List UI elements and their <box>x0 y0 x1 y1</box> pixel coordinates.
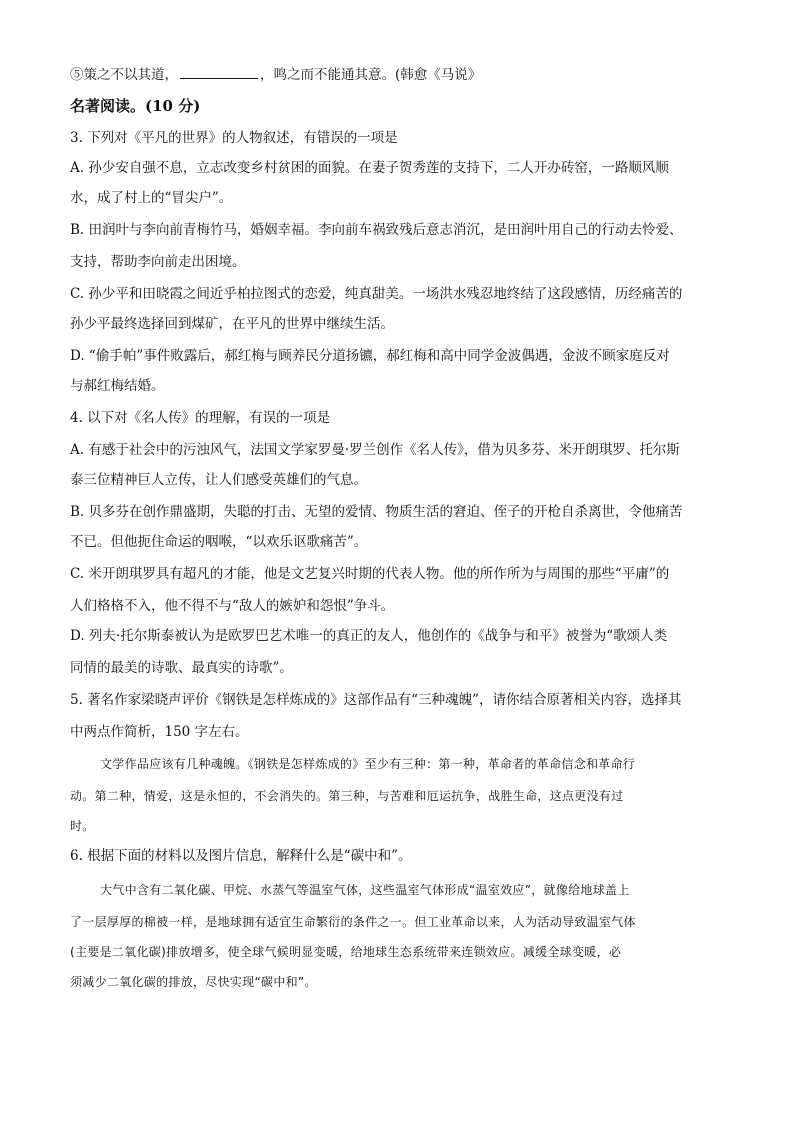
q6-stem: 6. 根据下面的材料以及图片信息，解释什么是“碳中和”。 <box>70 848 412 864</box>
q4-option-d-line1: D. 列夫·托尔斯泰被认为是欧罗巴艺术唯一的真正的友人，他创作的《战争与和平》被誉为“歌颂人类 <box>70 628 668 644</box>
fill-text-after: ，鸣之而不能通其意。(韩愈《马说》 <box>260 67 482 83</box>
q3-option-c-line2: 孙少平最终选择回到煤矿，在平凡的世界中继续生活。 <box>70 316 394 332</box>
q6-material-line4: 须减少二氧化碳的排放，尽快实现“碳中和”。 <box>70 975 317 989</box>
q3-option-a-line1: A. 孙少安自强不息，立志改变乡村贫困的面貌。在妻子贺秀莲的支持下，二人开办砖窑，一路顺风顺 <box>70 160 669 176</box>
q4-option-c-line2: 人们格格不入，他不得不与“敌人的嫉妒和怨恨”争斗。 <box>70 598 395 614</box>
q5-quote-line1: 文学作品应该有几种魂魄。《钢铁是怎样炼成的》至少有三种：第一种，革命者的革命信念和革命行 <box>100 757 636 771</box>
q4-option-a-line1: A. 有感于社会中的污浊风气，法国文学家罗曼·罗兰创作《名人传》，借为贝多芬、米开朗琪罗、托尔斯 <box>70 442 680 458</box>
q5-quote-line3: 时。 <box>70 819 95 833</box>
q3-option-b-line2: 支持，帮助李向前走出困境。 <box>70 254 246 270</box>
q4-option-d-line2: 同情的最美的诗歌、最真实的诗歌”。 <box>70 660 293 676</box>
q6-material-line1: 大气中含有二氧化碳、甲烷、水蒸气等温室气体，这些温室气体形成“温室效应”，就像给地球盖上 <box>100 883 630 897</box>
section-title: 名著阅读。(10 分) <box>70 97 201 115</box>
q5-quote-line2: 动。第二种，情爱，这是永恒的，不会消失的。第三种，与苦难和厄运抗争，战胜生命，这点更没有过 <box>70 789 624 803</box>
q3-stem: 3. 下列对《平凡的世界》的人物叙述，有错误的一项是 <box>70 130 398 146</box>
q3-option-a-line2: 水，成了村上的“冒尖户”。 <box>70 190 233 206</box>
q3-option-d-line2: 与郝红梅结婚。 <box>70 378 165 394</box>
poetry-fill-line <box>70 64 481 85</box>
q4-stem: 4. 以下对《名人传》的理解，有误的一项是 <box>70 410 331 426</box>
q3-option-b-line1: B. 田润叶与李向前青梅竹马，婚姻幸福。李向前车祸致残后意志消沉，是田润叶用自己的行动去怜爱、 <box>70 222 683 238</box>
q3-option-c-line1: C. 孙少平和田晓霞之间近乎柏拉图式的恋爱，纯真甜美。一场洪水残忍地终结了这段感情，历经痛苦的 <box>70 286 683 302</box>
fill-text-before: ⑤策之不以其道， <box>70 67 178 83</box>
q5-stem-line1: 5. 著名作家梁晓声评价《钢铁是怎样炼成的》这部作品有“三种魂魄”，请你结合原著相关内容，选择其 <box>70 692 682 708</box>
q6-material-line3: (主要是二氧化碳)排放增多，使全球气候明显变暖，给地球生态系统带来连锁效应。减缓全球变暖，必 <box>70 945 622 959</box>
q4-option-c-line1: C. 米开朗琪罗具有超凡的才能，他是文艺复兴时期的代表人物。他的所作所为与周围的那些“平庸”的 <box>70 566 670 582</box>
q4-option-a-line2: 泰三位精神巨人立传，让人们感受英雄们的气息。 <box>70 472 367 488</box>
answer-blank[interactable] <box>180 64 258 79</box>
q3-option-d-line1: D. “偷手帕”事件败露后，郝红梅与顾养民分道扬镳，郝红梅和高中同学金波偶遇，金波不顾家庭反对 <box>70 348 670 364</box>
q6-material-line2: 了一层厚厚的棉被一样，是地球拥有适宜生命繁衍的条件之一。但工业革命以来，人为活动导致温室气体 <box>70 915 636 929</box>
q5-stem-line2: 中两点作简析，150 字左右。 <box>70 724 249 740</box>
q4-option-b-line2: 不已。但他扼住命运的咽喉，“以欢乐讴歌痛苦”。 <box>70 534 368 550</box>
q4-option-b-line1: B. 贝多芬在创作鼎盛期，失聪的打击、无望的爱情、物质生活的窘迫、侄子的开枪自杀离世，令他痛苦 <box>70 504 683 520</box>
